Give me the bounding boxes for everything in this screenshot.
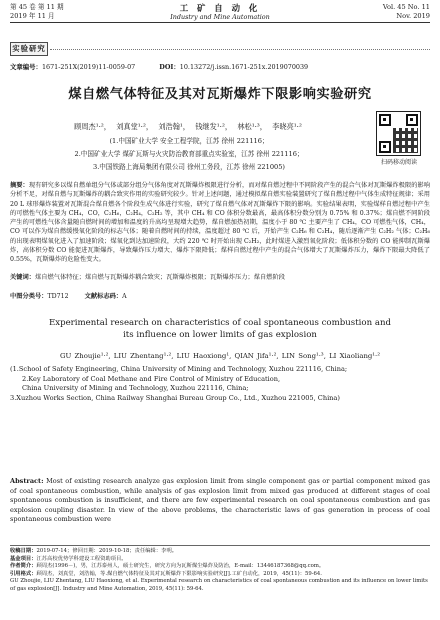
footnote-author [10,563,430,571]
footnote-received [10,548,430,556]
title-en [10,317,430,341]
qr-code[interactable] [376,111,421,156]
doi-label: DOI： [159,63,180,71]
authors-cn: 顾周杰¹·²， 刘真堂¹·²， 刘浩翰¹， 钱继发¹·²， 林松¹·³， 李晓亮¹·² [74,122,302,131]
journal-name-en: Industry and Mine Automation [170,13,270,21]
keywords-cn-text: 煤自燃气体特征；煤自燃与瓦斯爆炸耦合致灾；瓦斯爆炸极限；瓦斯爆炸压力；煤自燃阶段 [35,274,285,281]
journal-name-cn: 工 矿 自 动 化 [179,3,261,13]
affiliation-cn-1: (1.中国矿业大学 安全工程学院，江苏 徐州 221116； [109,137,269,145]
author-bio-label: 作者简介： [10,563,37,570]
affiliation-en-3: 3.Xuzhou Works Section, China Railway Shanghai Bureau Group Co., Ltd., Xuzhou 221005, China) [10,394,340,403]
date-en: Nov. 2019 [396,11,430,20]
article-no-label: 文章编号： [10,63,42,71]
abstract-en [10,477,430,525]
doi-value: 10.13272/j.issn.1671-251x.2019070039 [179,63,309,71]
affiliation-cn-2: 2.中国矿业大学 煤矿瓦斯与火灾防治教育部重点实验室，江苏 徐州 221116； [74,150,304,158]
qr-finder-top-right [406,114,418,126]
qr-finder-bottom-left [379,141,391,153]
abstract-cn-label: 摘要： [10,182,29,189]
abstract-en-label: Abstract: [10,477,44,485]
clc-value: TD712 [47,293,69,300]
author-bio-text: 顾周杰(1996－)，男，江苏泰州人，硕士研究生，研究方向为瓦斯煤尘爆炸及防治，E-mail：13446187368@qq.com。 [36,563,325,570]
affiliations-en [10,365,430,404]
affiliation-en-2: 2.Key Laboratory of Coal Methane and Fire Control of Ministry of Education, [22,374,281,383]
running-head-right [383,3,430,20]
fund-text: 江苏高校优势学科建设工程资助项目。 [36,555,127,562]
abstract-cn-text: 现有研究多以煤自燃单组分气体或部分组分气体角度对瓦斯爆炸极限进行分析，而对煤自燃过程中不同阶段产生的混合气体对瓦斯爆炸极限的影响分析不足，对煤自燃与瓦斯爆炸的耦合致灾作用的实验研究较少。针对上述问题，通过模拟煤自燃实验装置研究了煤自燃过程中气体生成特征规律；采用 20 L 球形爆炸装置对瓦斯混合煤自燃各个阶段生成气体进行实验，研究了煤自燃气体对瓦斯爆炸下限的影响。实验结果表明，实验煤样自燃过程中产生的可燃性气体主要为 CH₄，CO，C₂H₆，C₂H₄，C₂H₂ 等，其中 CH₄ 和 CO 体积分数最高，最高体积分数分别为 0.75% 和 0.37%；煤自燃不同阶段产生的可燃性气体含量随自燃时间的增加和温度的升高均呈现增大趋势，煤自燃加热初期，温度小于 80 ℃ 主要产生了 CH₄，CO 可燃性气体，CH₄，CO 可以作为煤自燃缓慢氧化阶段的标志气体；随着自燃时间的持续，温度超过 80 ℃ 后，开始产生 C₂H₆ 和 C₂H₄，随后逐渐产生 C₂H₂ 气体；C₂H₆ 的出现表明煤氧化进入了加速阶段；煤氧化到达加速阶段，大约 220 ℃ 时开始出现 C₂H₂，此时煤进入激烈氧化阶段；低体积分数的 CO 能抑制瓦斯爆炸，高体积分数 CO 能促进瓦斯爆炸，导致爆炸压力增大、爆炸下限降低；煤样自燃过程中产生的混合气体增大了瓦斯爆炸压力，爆炸下限最大降低了 0.55%，瓦斯爆炸的危险性变大。 [10,182,430,264]
volume-issue-en: Vol. 45 No. 11 [382,3,430,11]
classification-cn [10,292,430,301]
article-no: 1671-251X(2019)11-0059-07 [41,63,136,71]
citation-label: 引用格式： [10,570,37,577]
fund-label: 基金项目： [10,555,37,562]
footnote-citation-en: GU Zhoujie, LIU Zhentang, LIU Haoxiong, et al. Experimental research on characteristics of coal spontaneous combustion and its influence on lower limits of gas explosion[J]. Industry and Mine Automation, 2019, 45(11): 59-64. [10,578,428,592]
qr-modules [393,128,418,153]
article-ids [10,63,430,71]
qr-caption: 扫码移动阅读 [380,159,417,166]
authors-en: GU Zhoujie¹·², LIU Zhentang¹·², LIU Haoxiong¹, QIAN Jifa¹·², LIN Song¹·³, LI Xiaoliang¹·² [59,352,381,360]
title-en-line-2: its influence on lower limits of gas explosion [123,330,317,340]
affiliation-en-2-cont: China University of Mining and Technology, Xuzhou 221116, China; [22,384,249,393]
date-cn: 2019 年 11 月 [10,11,55,20]
received-label: 收稿日期： [10,548,37,554]
volume-issue-cn: 第 45 卷 第 11 期 [10,3,64,11]
running-head [10,3,430,23]
citation-cn: 顾周杰，刘真堂，刘浩翰，等.煤自燃气体特征及其对瓦斯爆炸下限影响实验研究[J].工矿自动化，2019，45(11)：59-64. [36,570,322,577]
keywords-cn [10,273,430,282]
abstract-en-text: Most of existing research analyze gas explosion limit from single component gas or partial component mixed gas of coal spontaneous combustion, while analysis of gas explosion limit from mixed gas produced at different stages of coal spontaneous combustion is insufficient, and there are few experimental research on coal spontaneous combustion and gas explosion coupling disaster. In view of the above problems, the characteristic laws of gas generation in process of coal spontaneous combustion were [10,477,430,524]
title-en-line-1: Experimental research on characteristics of coal spontaneous combustion and [48,318,392,328]
keywords-cn-label: 关键词： [10,274,35,281]
doi [159,63,308,71]
footnotes [10,545,430,594]
dotted-divider [50,49,430,50]
affiliation-cn-3: 3.中国铁路上海局集团有限公司 徐州工务段，江苏 徐州 221005) [93,163,285,171]
received-text: 2019-07-14；修回日期：2019-10-18；责任编辑：李明。 [36,548,178,554]
title-cn: 煤自燃气体特征及其对瓦斯爆炸下限影响实验研究 [68,87,372,102]
footnote-citation [10,571,430,579]
column-label: 实验研究 [10,42,48,56]
doc-code-label: 文献标志码： [84,293,123,300]
abstract-cn [10,181,430,265]
affiliation-en-1: (1.School of Safety Engineering, China University of Mining and Technology, Xuzhou 221116, China; [10,365,348,373]
clc-label: 中图分类号： [10,293,48,300]
doc-code-value: A [122,293,127,300]
qr-finder-top-left [379,114,391,126]
